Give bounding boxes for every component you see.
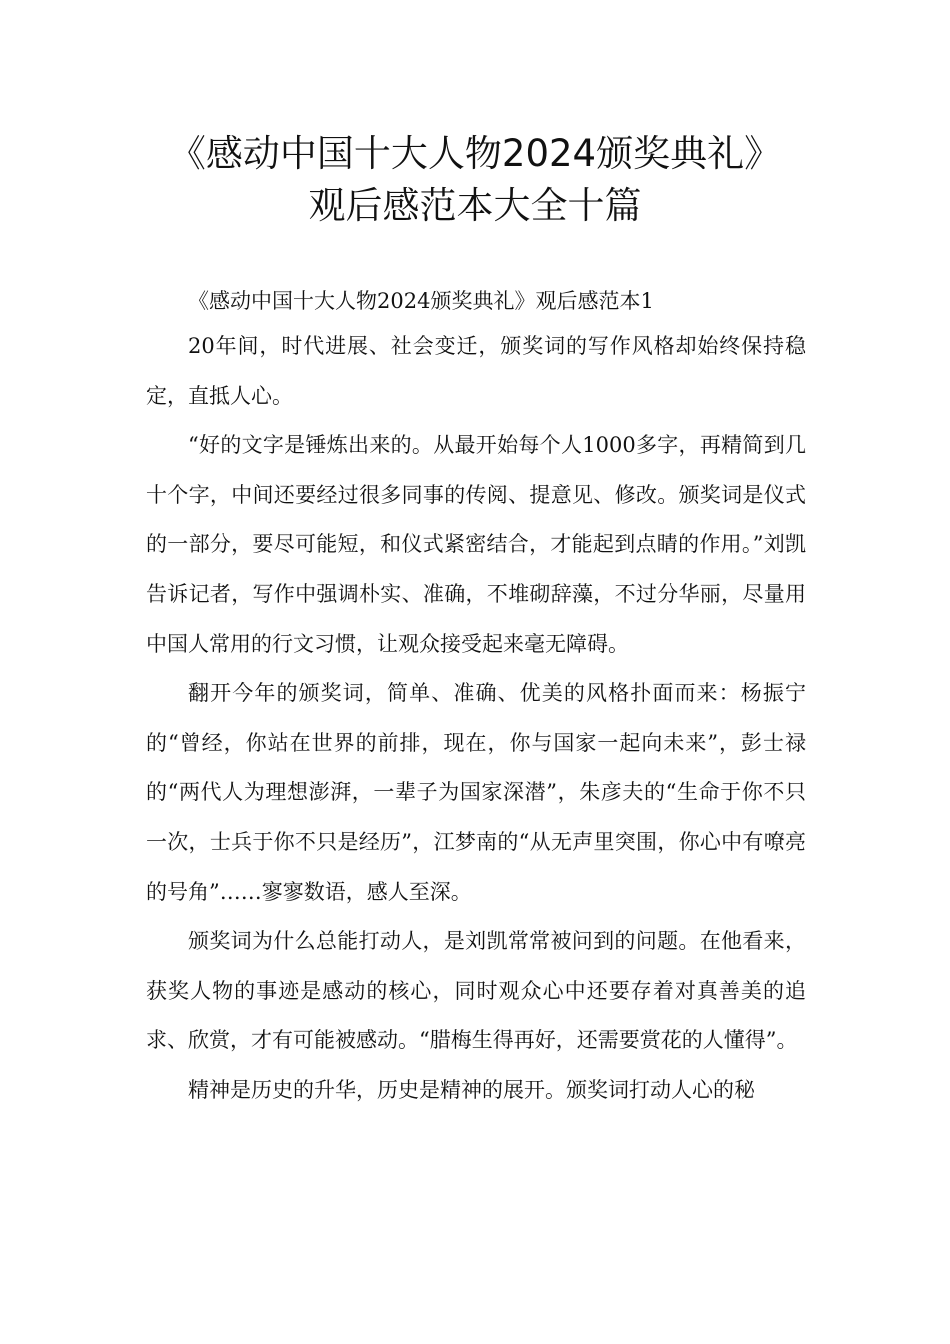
paragraph-4: 颁奖词为什么总能打动人，是刘凯常常被问到的问题。在他看来，获奖人物的事迹是感动的核心，同时观众心中还要存着对真善美的追求、欣赏，才有可能被感动。“腊梅生得再好，还需要赏花的人懂得”。 [146,929,806,1053]
title-line-2: 观后感范本大全十篇 [308,184,642,227]
document-body [146,280,806,1116]
paragraph-1: 20年间，时代进展、社会变迁，颁奖词的写作风格却始终保持稳定，直抵人心。 [146,334,806,408]
paragraph-5: 精神是历史的升华，历史是精神的展开。颁奖词打动人心的秘 [188,1077,755,1102]
paragraph-2: “好的文字是锤炼出来的。从最开始每个人1000多字，再精简到几十个字，中间还要经过很多同事的传阅、提意见、修改。颁奖词是仪式的一部分，要尽可能短，和仪式紧密结合，才能起到点睛的作用。”刘凯告诉记者，写作中强调朴实、准确，不堆砌辞藻，不过分华丽，尽量用中国人常用的行文习惯，让观众接受起来毫无障碍。 [146,433,806,656]
title-line-1: 《感动中国十大人物2024颁奖典礼》 [168,132,782,175]
document-title [0,128,950,232]
section-heading: 《感动中国十大人物2024颁奖典礼》观后感范本1 [188,289,654,313]
paragraph-3: 翻开今年的颁奖词，简单、准确、优美的风格扑面而来：杨振宁的“曾经，你站在世界的前排，现在，你与国家一起向未来”，彭士禄的“两代人为理想澎湃，一辈子为国家深潜”，朱彦夫的“生命于你不只一次，士兵于你不只是经历”，江梦南的“从无声里突围，你心中有嘹亮的号角”……寥寥数语，感人至深。 [146,681,806,904]
